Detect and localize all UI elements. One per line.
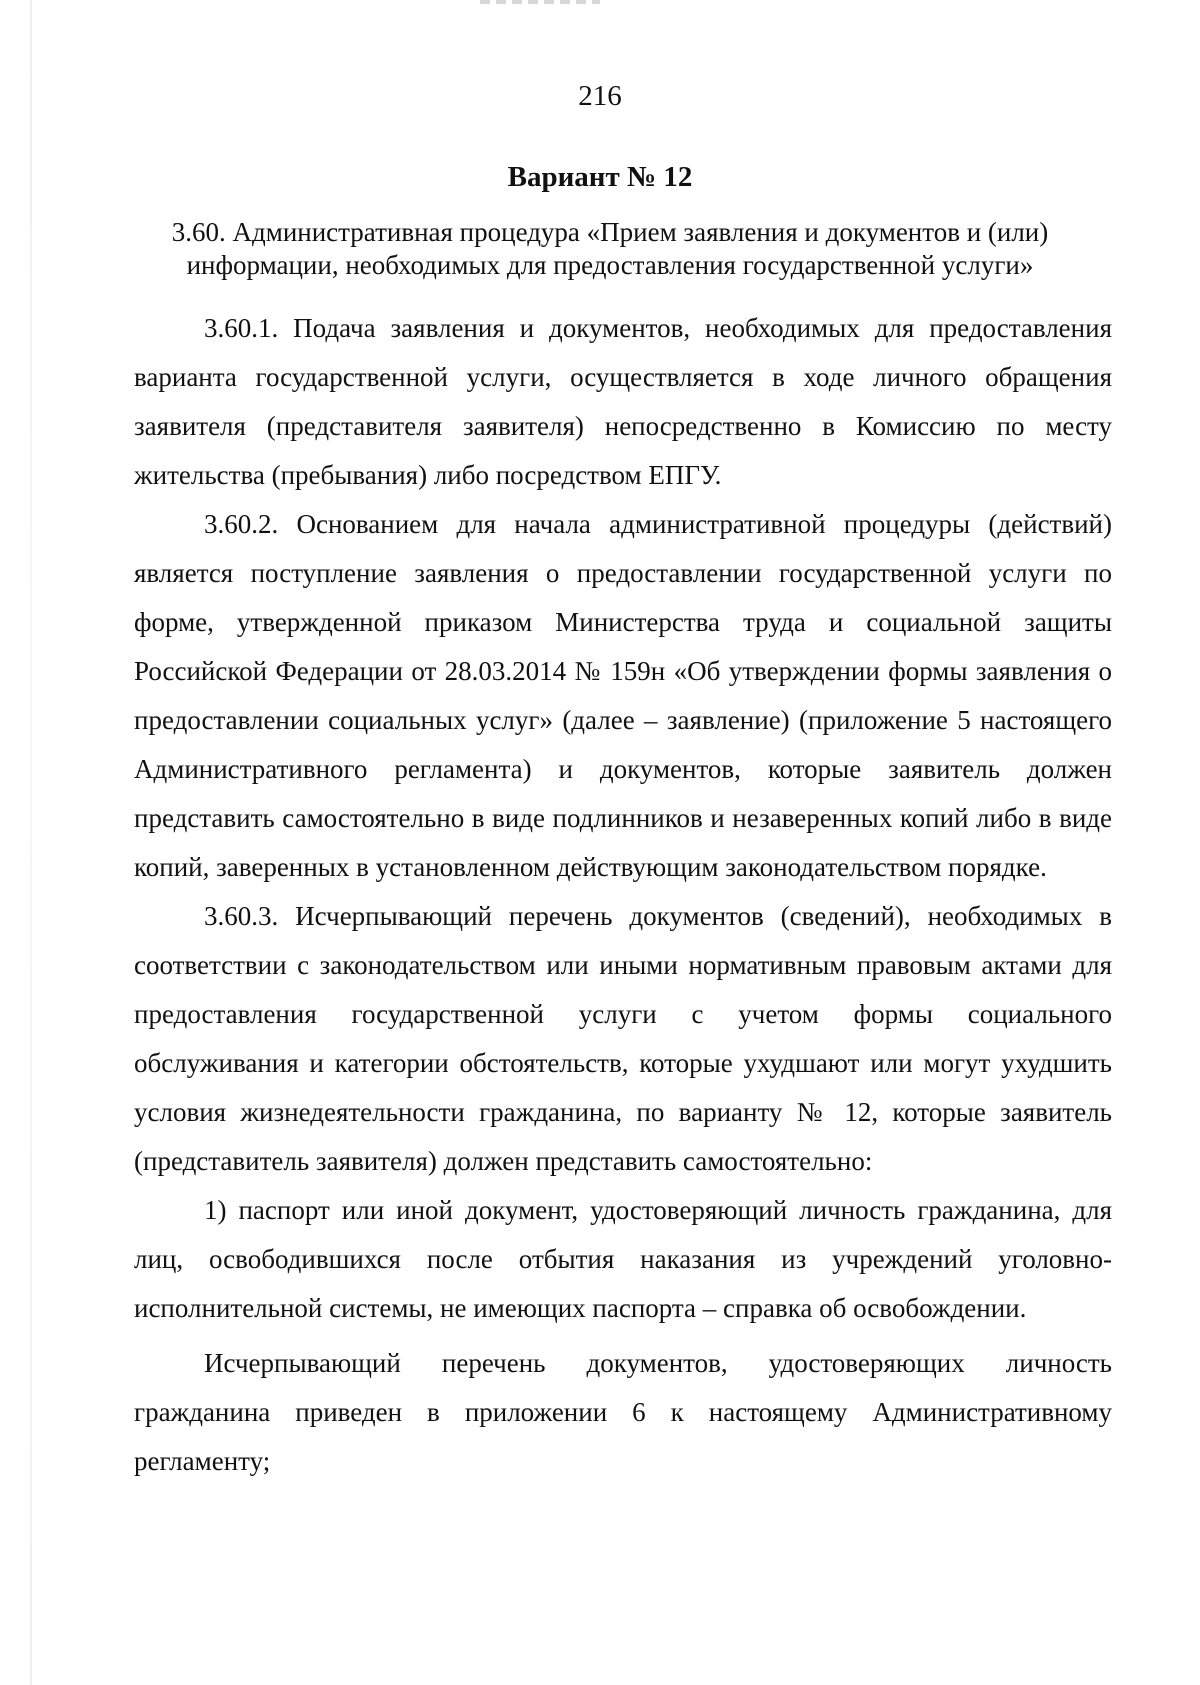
page-number: 216 (578, 80, 622, 112)
list-item-1-passport: 1) паспорт или иной документ, удостоверяющий личность гражданина, для лиц, освободившихся после отбытия наказания из учреждений уголовно-исполнительной системы, не имеющих паспорта – справка об освобождении. (134, 1195, 1112, 1323)
section-title-line-1: 3.60. Административная процедура «Прием заявления и документов и (или) (171, 217, 1049, 247)
paragraph-3-60-3: 3.60.3. Исчерпывающий перечень документов (сведений), необходимых в соответствии с законодательством или иными нормативным правовым актами для предоставления государственной услуги с учетом формы социального обслуживания и категории обстоятельств, которые ухудшают или могут ухудшить условия жизнедеятельности гражданина, по варианту № 12, которые заявитель (представитель заявителя) должен представить самостоятельно: (134, 901, 1112, 1176)
paragraph-3-60-2: 3.60.2. Основанием для начала административной процедуры (действий) является поступление заявления о предоставлении государственной услуги по форме, утвержденной приказом Министерства труда и социальной защиты Российской Федерации от 28.03.2014 № 159н «Об утверждении формы заявления о предоставлении социальных услуг» (далее – заявление) (приложение 5 настоящего Административного регламента) и документов, которые заявитель должен представить самостоятельно в виде подлинников и незаверенных копий либо в виде копий, заверенных в установленном действующим законодательством порядке. (134, 509, 1112, 882)
document-body (134, 304, 1112, 1486)
scan-edge-shadow (30, 0, 32, 1685)
paragraph-3-60-1: 3.60.1. Подача заявления и документов, необходимых для предоставления варианта государственной услуги, осуществляется в ходе личного обращения заявителя (представителя заявителя) непосредственно в Комиссию по месту жительства (пребывания) либо посредством ЕПГУ. (134, 313, 1112, 490)
scan-top-marks (480, 0, 600, 4)
section-title (130, 216, 1090, 282)
section-title-line-2: информации, необходимых для предоставления государственной услуги» (186, 250, 1034, 280)
variant-heading: Вариант № 12 (507, 161, 693, 193)
paragraph-identity-documents: Исчерпывающий перечень документов, удостоверяющих личность гражданина приведен в приложении 6 к настоящему Административному регламенту; (134, 1348, 1112, 1476)
